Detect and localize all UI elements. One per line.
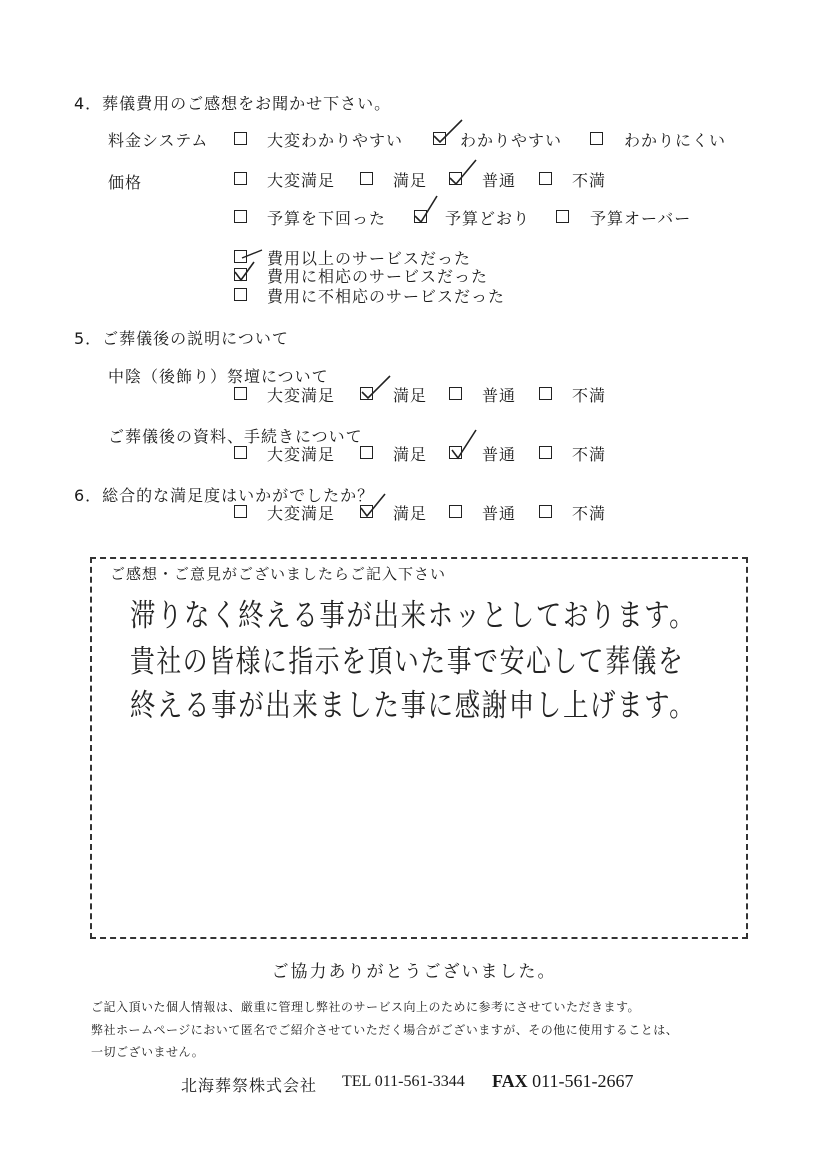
checkbox-docs-normal[interactable] <box>449 446 462 459</box>
option-not-worth-cost: 費用に不相応のサービスだった <box>267 287 506 306</box>
checkbox-overall-normal[interactable] <box>449 505 462 518</box>
phone-number: TEL 011-561-3344 <box>342 1073 465 1090</box>
option-satisfied: 満足 <box>393 504 428 523</box>
chuin-label: 中陰（後飾り）祭壇について <box>108 367 329 386</box>
checkbox-price-very-satisfied[interactable] <box>234 172 247 185</box>
documents-label: ご葬儀後の資料、手続きについて <box>108 427 363 446</box>
checkbox-pricing-unclear[interactable] <box>590 132 603 145</box>
option-worth-cost: 費用に相応のサービスだった <box>267 267 489 286</box>
option-very-satisfied: 大変満足 <box>267 504 336 523</box>
checkbox-pricing-very-clear[interactable] <box>234 132 247 145</box>
option-very-satisfied: 大変満足 <box>267 171 336 190</box>
checkbox-not-worth-cost[interactable] <box>234 288 247 301</box>
privacy-note-line: 一切ございません。 <box>91 1045 205 1059</box>
company-name: 北海葬祭株式会社 <box>181 1076 318 1095</box>
option-satisfied: 満足 <box>393 386 428 405</box>
option-normal: 普通 <box>482 386 517 405</box>
checkbox-chuin-satisfied[interactable] <box>360 387 373 400</box>
checkbox-worth-cost[interactable] <box>234 268 247 281</box>
privacy-note-line: 弊社ホームページにおいて匿名でご紹介させていただく場合がございますが、その他に使用することは、 <box>91 1023 679 1037</box>
option-clear: わかりやすい <box>460 131 563 150</box>
checkbox-on-budget[interactable] <box>414 210 427 223</box>
checkbox-chuin-very-satisfied[interactable] <box>234 387 247 400</box>
checkbox-overall-satisfied[interactable] <box>360 505 373 518</box>
option-over-budget: 予算オーバー <box>590 209 692 228</box>
option-normal: 普通 <box>482 445 517 464</box>
option-very-satisfied: 大変満足 <box>267 386 336 405</box>
checkbox-under-budget[interactable] <box>234 210 247 223</box>
checkbox-price-unsatisfied[interactable] <box>539 172 552 185</box>
option-satisfied: 満足 <box>393 171 428 190</box>
checkbox-price-normal[interactable] <box>449 172 462 185</box>
option-normal: 普通 <box>482 504 517 523</box>
comment-box-label: ご感想・ご意見がございましたらご記入下さい <box>110 565 447 583</box>
checkbox-pricing-clear[interactable] <box>433 132 446 145</box>
checkbox-overall-unsatisfied[interactable] <box>539 505 552 518</box>
option-satisfied: 満足 <box>393 445 428 464</box>
thanks-message: ご協力ありがとうございました。 <box>271 962 557 982</box>
option-very-clear: 大変わかりやすい <box>267 131 404 150</box>
checkbox-over-budget[interactable] <box>556 210 569 223</box>
section-5-heading: 5．ご葬儀後の説明について <box>74 329 289 348</box>
section-6-heading: 6．総合的な満足度はいかがでしたか？ <box>74 486 375 505</box>
option-very-satisfied: 大変満足 <box>267 445 336 464</box>
option-on-budget: 予算どおり <box>445 209 531 228</box>
handwritten-comment-line: 終える事が出来ました事に感謝申し上げます。 <box>130 688 697 724</box>
price-label: 価格 <box>108 173 143 192</box>
option-unsatisfied: 不満 <box>572 171 607 190</box>
checkbox-docs-very-satisfied[interactable] <box>234 446 247 459</box>
option-unsatisfied: 不満 <box>572 386 607 405</box>
checkbox-overall-very-satisfied[interactable] <box>234 505 247 518</box>
option-normal: 普通 <box>482 171 517 190</box>
checkbox-docs-satisfied[interactable] <box>360 446 373 459</box>
fax-number <box>492 1071 634 1092</box>
checkbox-chuin-normal[interactable] <box>449 387 462 400</box>
checkbox-price-satisfied[interactable] <box>360 172 373 185</box>
option-above-cost: 費用以上のサービスだった <box>267 249 472 268</box>
option-under-budget: 予算を下回った <box>267 209 387 228</box>
checkbox-above-cost[interactable] <box>234 250 247 263</box>
pricing-system-label: 料金システム <box>108 131 209 150</box>
option-unclear: わかりにくい <box>624 131 727 150</box>
option-unsatisfied: 不満 <box>572 445 607 464</box>
checkbox-chuin-unsatisfied[interactable] <box>539 387 552 400</box>
handwritten-comment-line: 貴社の皆様に指示を頂いた事で安心して葬儀を <box>130 644 685 680</box>
option-unsatisfied: 不満 <box>572 504 607 523</box>
section-4-heading: 4．葬儀費用のご感想をお聞かせ下さい。 <box>74 94 392 113</box>
handwritten-comment-line: 滞りなく終える事が出来ホッとしております。 <box>130 598 697 634</box>
checkbox-docs-unsatisfied[interactable] <box>539 446 552 459</box>
fax-label: FAX <box>492 1071 528 1091</box>
fax-value: 011-561-2667 <box>532 1071 634 1091</box>
privacy-note-line: ご記入頂いた個人情報は、厳重に管理し弊社のサービス向上のために参考にさせていただきます。 <box>91 1000 641 1014</box>
